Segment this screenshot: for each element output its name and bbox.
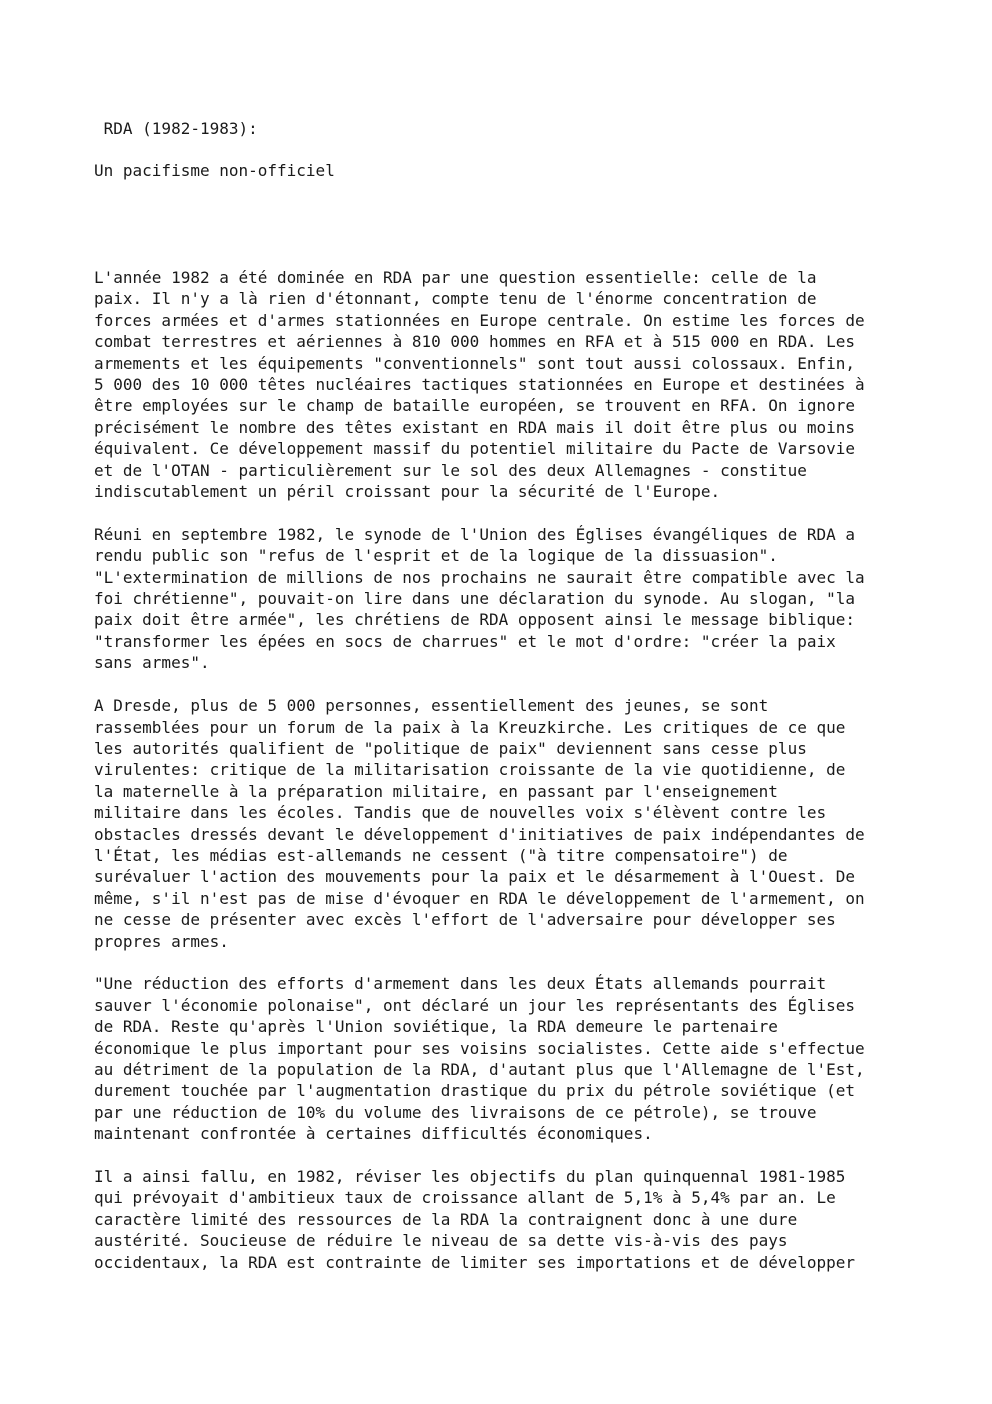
document-body	[94, 267, 904, 1294]
document-title: RDA (1982-1983):	[94, 119, 258, 138]
document-subtitle: Un pacifisme non-officiel	[94, 161, 335, 180]
paragraph: "Une réduction des efforts d'armement dans les deux États allemands pourrait sauver l'économie polonaise", ont déclaré un jour les représentants des Églises de RDA. Reste qu'après l'Union soviétique, la RDA demeure le partenaire économique le plus important pour ses voisins socialistes. Cette aide s'effectue au détriment de la population de la RDA, d'autant plus que l'Allemagne de l'Est, durement touchée par l'augmentation drastique du prix du pétrole soviétique (et par une réduction de 10% du volume des livraisons de ce pétrole), se trouve maintenant confrontée à certaines difficultés économiques.	[94, 974, 865, 1144]
paragraph: Réuni en septembre 1982, le synode de l'Union des Églises évangéliques de RDA a rendu public son "refus de l'esprit et de la logique de la dissuasion". "L'extermination de millions de nos prochains ne saurait être compatible avec la foi chrétienne", pouvait-on lire dans une déclaration du synode. Au slogan, "la paix doit être armée", les chrétiens de RDA opposent ainsi le message biblique: "transformer les épées en socs de charrues" et le mot d'ordre: "créer la paix sans armes".	[94, 524, 865, 673]
paragraph: A Dresde, plus de 5 000 personnes, essentiellement des jeunes, se sont rassemblées pour un forum de la paix à la Kreuzkirche. Les critiques de ce que les autorités qualifient de "politique de paix" deviennent sans cesse plus virulentes: critique de la militarisation croissante de la vie quotidienne, de la maternelle à la préparation militaire, en passant par l'enseignement militaire dans les écoles. Tandis que de nouvelles voix s'élèvent contre les obstacles dressés devant le développement d'initiatives de paix indépendantes de l'État, les médias est-allemands ne cessent ("à titre compensatoire") de surévaluer l'action des mouvements pour la paix et le désarmement à l'Ouest. De même, s'il n'est pas de mise d'évoquer en RDA le développement de l'armement, on ne cesse de présenter avec excès l'effort de l'adversaire pour développer ses propres armes.	[94, 696, 865, 951]
paragraph: Il a ainsi fallu, en 1982, réviser les objectifs du plan quinquennal 1981-1985 qui prévoyait d'ambitieux taux de croissance allant de 5,1% à 5,4% par an. Le caractère limité des ressources de la RDA la contraignent donc à une dure austérité. Soucieuse de réduire le niveau de sa dette vis-à-vis des pays occidentaux, la RDA est contrainte de limiter ses importations et de développer	[94, 1167, 855, 1272]
paragraph: L'année 1982 a été dominée en RDA par une question essentielle: celle de la paix. Il n'y a là rien d'étonnant, compte tenu de l'énorme concentration de forces armées et d'armes stationnées en Europe centrale. On estime les forces de combat terrestres et aériennes à 810 000 hommes en RFA et à 515 000 en RDA. Les armements et les équipements "conventionnels" sont tout aussi colossaux. Enfin, 5 000 des 10 000 têtes nucléaires tactiques stationnées en Europe et destinées à être employées sur le champ de bataille européen, se trouvent en RFA. On ignore précisément le nombre des têtes existant en RDA mais il doit être plus ou moins équivalent. Ce développement massif du potentiel militaire du Pacte de Varsovie et de l'OTAN - particulièrement sur le sol des deux Allemagnes - constitue indiscutablement un péril croissant pour la sécurité de l'Europe.	[94, 268, 865, 502]
